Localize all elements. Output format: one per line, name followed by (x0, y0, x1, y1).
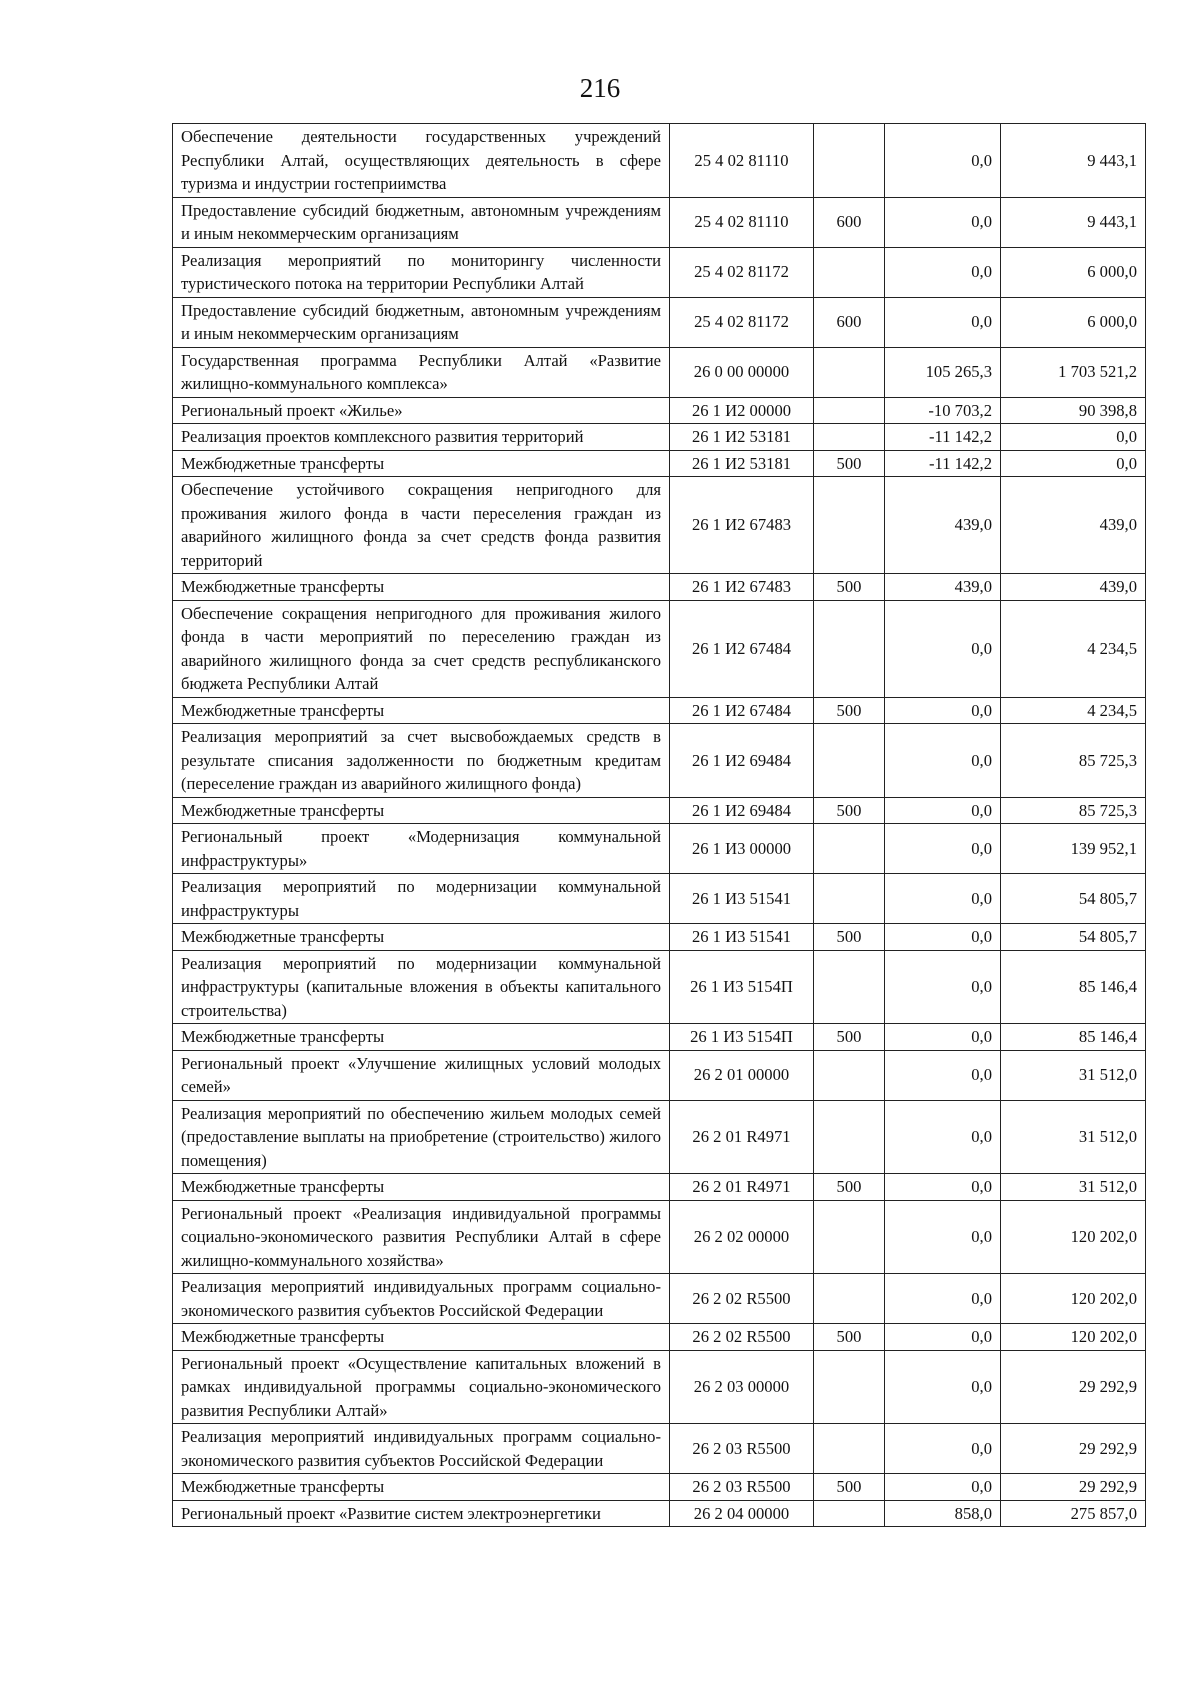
table-row (173, 600, 1146, 697)
table-row (173, 397, 1146, 424)
expense-type-code: 600 (814, 197, 885, 247)
classification-code: 26 1 И3 5154П (670, 950, 814, 1024)
table-row (173, 297, 1146, 347)
table-row (173, 124, 1146, 198)
table-row (173, 247, 1146, 297)
item-name: Региональный проект «Реализация индивидуальной программы социально-экономического развития Республики Алтай в сфере жилищно-коммунального хозяйства» (173, 1200, 670, 1274)
classification-code: 26 0 00 00000 (670, 347, 814, 397)
item-name: Межбюджетные трансферты (173, 1474, 670, 1501)
table-row (173, 874, 1146, 924)
classification-code: 26 2 03 R5500 (670, 1424, 814, 1474)
item-name: Межбюджетные трансферты (173, 697, 670, 724)
item-name: Межбюджетные трансферты (173, 924, 670, 951)
item-name: Межбюджетные трансферты (173, 797, 670, 824)
table-row (173, 950, 1146, 1024)
item-name: Реализация мероприятий по мониторингу численности туристического потока на территории Республики Алтай (173, 247, 670, 297)
amount-total: 29 292,9 (1001, 1474, 1146, 1501)
amount-change: 0,0 (885, 600, 1001, 697)
amount-total: 85 146,4 (1001, 1024, 1146, 1051)
budget-table (172, 123, 1146, 1527)
expense-type-code: 500 (814, 924, 885, 951)
item-name: Реализация мероприятий по обеспечению жильем молодых семей (предоставление выплаты на приобретение (строительство) жилого помещения) (173, 1100, 670, 1174)
classification-code: 26 1 И2 67484 (670, 697, 814, 724)
amount-change: 0,0 (885, 297, 1001, 347)
table-row (173, 1174, 1146, 1201)
classification-code: 26 1 И2 67484 (670, 600, 814, 697)
expense-type-code: 600 (814, 297, 885, 347)
amount-change: 0,0 (885, 924, 1001, 951)
table-row (173, 1350, 1146, 1424)
amount-change: -11 142,2 (885, 424, 1001, 451)
budget-table-body (173, 124, 1146, 1527)
item-name: Региональный проект «Модернизация коммунальной инфраструктуры» (173, 824, 670, 874)
amount-total: 139 952,1 (1001, 824, 1146, 874)
item-name: Региональный проект «Улучшение жилищных условий молодых семей» (173, 1050, 670, 1100)
classification-code: 26 2 02 R5500 (670, 1324, 814, 1351)
amount-total: 0,0 (1001, 450, 1146, 477)
item-name: Предоставление субсидий бюджетным, автономным учреждениям и иным некоммерческим организациям (173, 197, 670, 247)
item-name: Межбюджетные трансферты (173, 450, 670, 477)
item-name: Обеспечение деятельности государственных учреждений Республики Алтай, осуществляющих деятельность в сфере туризма и индустрии гостеприимства (173, 124, 670, 198)
table-row (173, 197, 1146, 247)
amount-change: 0,0 (885, 247, 1001, 297)
item-name: Реализация мероприятий за счет высвобождаемых средств в результате списания задолженности по бюджетным кредитам (переселение граждан из аварийного жилищного фонда) (173, 724, 670, 798)
amount-total: 4 234,5 (1001, 697, 1146, 724)
table-row (173, 797, 1146, 824)
classification-code: 26 2 01 00000 (670, 1050, 814, 1100)
table-row (173, 574, 1146, 601)
amount-total: 439,0 (1001, 574, 1146, 601)
classification-code: 26 1 И2 53181 (670, 424, 814, 451)
amount-change: 0,0 (885, 797, 1001, 824)
amount-change: 439,0 (885, 477, 1001, 574)
amount-total: 6 000,0 (1001, 247, 1146, 297)
expense-type-code: 500 (814, 1324, 885, 1351)
amount-change: 0,0 (885, 874, 1001, 924)
item-name: Обеспечение устойчивого сокращения непригодного для проживания жилого фонда в части переселения граждан из аварийного жилищного фонда за счет средств фонда развития территорий (173, 477, 670, 574)
table-row (173, 450, 1146, 477)
expense-type-code (814, 600, 885, 697)
amount-total: 85 725,3 (1001, 724, 1146, 798)
table-row (173, 1474, 1146, 1501)
expense-type-code (814, 950, 885, 1024)
item-name: Реализация проектов комплексного развития территорий (173, 424, 670, 451)
amount-total: 0,0 (1001, 424, 1146, 451)
amount-change: 0,0 (885, 1200, 1001, 1274)
expense-type-code: 500 (814, 797, 885, 824)
amount-total: 439,0 (1001, 477, 1146, 574)
amount-change: 0,0 (885, 1350, 1001, 1424)
classification-code: 26 1 И2 53181 (670, 450, 814, 477)
classification-code: 26 2 01 R4971 (670, 1100, 814, 1174)
amount-change: 0,0 (885, 824, 1001, 874)
table-row (173, 697, 1146, 724)
amount-change: 0,0 (885, 1050, 1001, 1100)
amount-change: 0,0 (885, 697, 1001, 724)
amount-change: 0,0 (885, 1274, 1001, 1324)
classification-code: 25 4 02 81172 (670, 297, 814, 347)
amount-total: 120 202,0 (1001, 1324, 1146, 1351)
amount-change: 0,0 (885, 1100, 1001, 1174)
table-row (173, 424, 1146, 451)
classification-code: 26 1 И2 67483 (670, 574, 814, 601)
amount-change: 0,0 (885, 1424, 1001, 1474)
item-name: Межбюджетные трансферты (173, 1174, 670, 1201)
classification-code: 26 1 И3 5154П (670, 1024, 814, 1051)
table-row (173, 347, 1146, 397)
expense-type-code: 500 (814, 1024, 885, 1051)
item-name: Предоставление субсидий бюджетным, автономным учреждениям и иным некоммерческим организациям (173, 297, 670, 347)
amount-change: 439,0 (885, 574, 1001, 601)
table-row (173, 1050, 1146, 1100)
amount-total: 85 725,3 (1001, 797, 1146, 824)
expense-type-code: 500 (814, 574, 885, 601)
classification-code: 26 2 03 R5500 (670, 1474, 814, 1501)
amount-change: 0,0 (885, 124, 1001, 198)
amount-total: 90 398,8 (1001, 397, 1146, 424)
amount-change: 0,0 (885, 1024, 1001, 1051)
item-name: Межбюджетные трансферты (173, 574, 670, 601)
amount-total: 9 443,1 (1001, 124, 1146, 198)
expense-type-code (814, 1050, 885, 1100)
classification-code: 26 2 04 00000 (670, 1500, 814, 1527)
item-name: Межбюджетные трансферты (173, 1024, 670, 1051)
expense-type-code (814, 1424, 885, 1474)
amount-change: 858,0 (885, 1500, 1001, 1527)
expense-type-code (814, 1100, 885, 1174)
amount-total: 31 512,0 (1001, 1100, 1146, 1174)
amount-change: 0,0 (885, 1324, 1001, 1351)
table-row (173, 1024, 1146, 1051)
amount-change: 0,0 (885, 724, 1001, 798)
page-number: 216 (579, 73, 621, 103)
table-row (173, 1274, 1146, 1324)
item-name: Реализация мероприятий по модернизации коммунальной инфраструктуры (173, 874, 670, 924)
classification-code: 25 4 02 81110 (670, 197, 814, 247)
amount-total: 29 292,9 (1001, 1350, 1146, 1424)
classification-code: 26 2 02 R5500 (670, 1274, 814, 1324)
classification-code: 26 1 И2 69484 (670, 724, 814, 798)
classification-code: 25 4 02 81172 (670, 247, 814, 297)
table-row (173, 1500, 1146, 1527)
expense-type-code (814, 124, 885, 198)
expense-type-code (814, 347, 885, 397)
classification-code: 25 4 02 81110 (670, 124, 814, 198)
amount-total: 4 234,5 (1001, 600, 1146, 697)
amount-total: 9 443,1 (1001, 197, 1146, 247)
table-row (173, 1100, 1146, 1174)
item-name: Региональный проект «Развитие систем электроэнергетики (173, 1500, 670, 1527)
item-name: Межбюджетные трансферты (173, 1324, 670, 1351)
expense-type-code (814, 1350, 885, 1424)
amount-change: 0,0 (885, 1174, 1001, 1201)
amount-change: -10 703,2 (885, 397, 1001, 424)
item-name: Реализация мероприятий индивидуальных программ социально-экономического развития субъектов Российской Федерации (173, 1274, 670, 1324)
item-name: Государственная программа Республики Алтай «Развитие жилищно-коммунального комплекса» (173, 347, 670, 397)
amount-total: 31 512,0 (1001, 1174, 1146, 1201)
expense-type-code (814, 1500, 885, 1527)
table-row (173, 477, 1146, 574)
item-name: Реализация мероприятий индивидуальных программ социально-экономического развития субъектов Российской Федерации (173, 1424, 670, 1474)
amount-change: -11 142,2 (885, 450, 1001, 477)
amount-total: 275 857,0 (1001, 1500, 1146, 1527)
expense-type-code (814, 724, 885, 798)
table-row (173, 724, 1146, 798)
expense-type-code: 500 (814, 1174, 885, 1201)
classification-code: 26 1 И2 00000 (670, 397, 814, 424)
amount-total: 54 805,7 (1001, 924, 1146, 951)
amount-total: 1 703 521,2 (1001, 347, 1146, 397)
expense-type-code (814, 247, 885, 297)
table-row (173, 1324, 1146, 1351)
amount-total: 120 202,0 (1001, 1200, 1146, 1274)
expense-type-code (814, 424, 885, 451)
expense-type-code (814, 874, 885, 924)
amount-change: 0,0 (885, 197, 1001, 247)
amount-total: 54 805,7 (1001, 874, 1146, 924)
item-name: Региональный проект «Жилье» (173, 397, 670, 424)
table-row (173, 1200, 1146, 1274)
table-row (173, 824, 1146, 874)
expense-type-code (814, 1274, 885, 1324)
expense-type-code (814, 477, 885, 574)
amount-total: 31 512,0 (1001, 1050, 1146, 1100)
classification-code: 26 1 И3 51541 (670, 924, 814, 951)
expense-type-code (814, 397, 885, 424)
expense-type-code (814, 1200, 885, 1274)
expense-type-code: 500 (814, 1474, 885, 1501)
amount-total: 120 202,0 (1001, 1274, 1146, 1324)
amount-change: 0,0 (885, 950, 1001, 1024)
item-name: Обеспечение сокращения непригодного для проживания жилого фонда в части мероприятий по переселению граждан из аварийного жилищного фонда за счет средств республиканского бюджета Республики Алтай (173, 600, 670, 697)
amount-total: 85 146,4 (1001, 950, 1146, 1024)
classification-code: 26 2 02 00000 (670, 1200, 814, 1274)
table-row (173, 924, 1146, 951)
expense-type-code (814, 824, 885, 874)
amount-change: 105 265,3 (885, 347, 1001, 397)
amount-change: 0,0 (885, 1474, 1001, 1501)
item-name: Реализация мероприятий по модернизации коммунальной инфраструктуры (капитальные вложения в объекты капитального строительства) (173, 950, 670, 1024)
amount-total: 6 000,0 (1001, 297, 1146, 347)
amount-total: 29 292,9 (1001, 1424, 1146, 1474)
expense-type-code: 500 (814, 450, 885, 477)
classification-code: 26 2 01 R4971 (670, 1174, 814, 1201)
classification-code: 26 2 03 00000 (670, 1350, 814, 1424)
classification-code: 26 1 И3 51541 (670, 874, 814, 924)
table-row (173, 1424, 1146, 1474)
classification-code: 26 1 И2 67483 (670, 477, 814, 574)
item-name: Региональный проект «Осуществление капитальных вложений в рамках индивидуальной программы социально-экономического развития Республики Алтай» (173, 1350, 670, 1424)
expense-type-code: 500 (814, 697, 885, 724)
classification-code: 26 1 И2 69484 (670, 797, 814, 824)
classification-code: 26 1 И3 00000 (670, 824, 814, 874)
